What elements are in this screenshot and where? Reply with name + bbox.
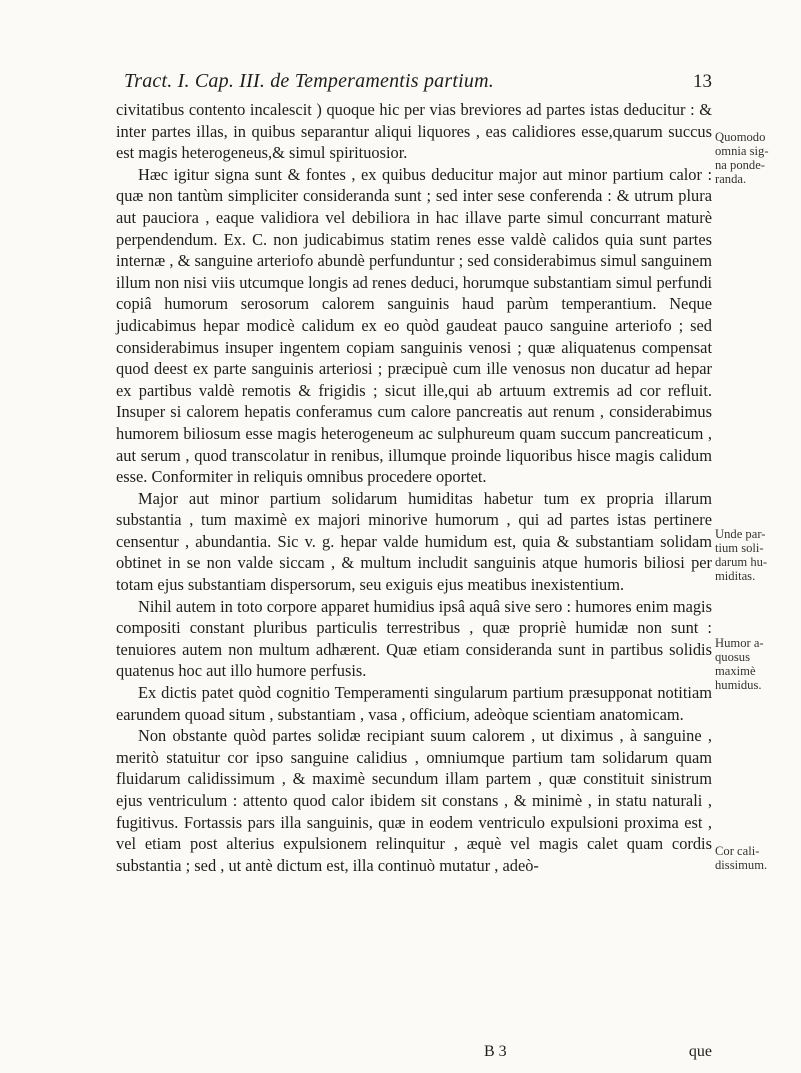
page-header [124,70,712,96]
marginal-note: Unde par- tium soli- darum hu- miditas. [715,527,768,583]
page-number: 13 [693,71,712,92]
catchword: que [688,1043,712,1060]
page-footer [116,1043,712,1065]
marginal-note: Cor cali- dissimum. [715,844,768,872]
paragraph: Ex dictis patet quòd cognitio Temperamenti singularum partium præsupponat notitiam earundem quoad situm , substantiam , vasa , officium, adeòque scientiam anatomicam. [116,683,712,724]
body-text [116,99,712,876]
paragraph: Non obstante quòd partes solidæ recipiant suum calorem , ut diximus , à sanguine , meritò statuitur cor ipso sanguine calidius , omniumque partium tam solidarum quam fluidarum calidissimum , & maximè secundum illam partem , quæ constituit sinistrum ejus ventriculum : attento quod calor ibidem sit constans , & minimè , in statu naturali , fugitivus. Fortassis pars illa sanguinis, quæ in eodem ventriculo expulsioni proxima est , vel etiam post alterius expulsionem relinquitur , æquè vel magis calet quam cordis substantia ; sed , ut antè dictum est, illa continuò mutatur , adeò- [116,726,712,875]
paragraph: Hæc igitur signa sunt & fontes , ex quibus deducitur major aut minor partium calor : quæ non tantùm simpliciter consideranda sunt ; sed inter sese conferenda : & utrum plura aut pauciora , eaque validiora vel debiliora in hac illave parte simul concurrant maturè perpendendum. Ex. C. non judicabimus statim renes esse valdè calidos quia sunt partes internæ , & sanguine arteriofo abundè perfunduntur ; sed considerabimus simul sanguinem illum non nisi viis utcumque longis ad renes deduci, horumque substantiam simul perfundi copiâ humorum serosorum calorem sanguinis haud parùm temperantium. Neque judicabimus hepar modicè calidum ex eo quòd gaudeat pauco sanguine arteriofo ; sed considerabimus insuper ingentem copiam sanguinis venosi ; quæ aliquatenus compensat quod deest ex parte sanguinis arteriosi ; præcipuè cum ille venosus non ducatur ad hepar ex partibus valdè remotis & frigidis ; sicut ille,qui ab artuum extremis ad cor refluit. Insuper si calorem hepatis conferamus cum calore pancreatis aut renum , considerabimus humorem biliosum esse magis heterogeneum ac sulphureum quam succum pancreaticum , aut serum , quod transcolatur in renibus, illumque proinde liquoribus hisce magis calidum esse. Conformiter in reliquis omnibus procedere oportet. [116,164,712,487]
marginal-note: Quomodo omnia sig- na ponde- randa. [715,130,769,186]
marginal-note: Humor a- quosus maximè humidus. [715,636,764,692]
running-head: Tract. I. Cap. III. de Temperamentis partium. [124,70,494,92]
paragraph: Nihil autem in toto corpore apparet humidius ipsâ aquâ sive sero : humores enim magis compositi constant pluribus particulis terrestribus , quæ propriè humidæ non sunt : tenuiores autem non multum adhærent. Quæ etiam consideranda sunt in partibus solidis quatenus hoc aut illo humore perfusis. [116,596,712,681]
signature-mark: B 3 [484,1043,507,1060]
paragraph: Major aut minor partium solidarum humiditas habetur tum ex propria illarum substantia , tum maximè ex majori minorive humorum , qui ad partes istas pertinere censentur , abundantia. Sic v. g. hepar valde humidum est, quia & substantiam solidam obtinet in se non valde siccam , & multum includit sanguinis atque humoris biliosi per totam ejus substantiam dispersorum, seu exiguis ejus meatibus inexistentium. [116,488,712,595]
paragraph: civitatibus contento incalescit ) quoque hic per vias breviores ad partes istas deducitur : & inter partes illas, in quibus separantur aliqui liquores , eas calidiores esse,quarum succus est magis heterogeneus,& simul spirituosior. [116,100,712,163]
